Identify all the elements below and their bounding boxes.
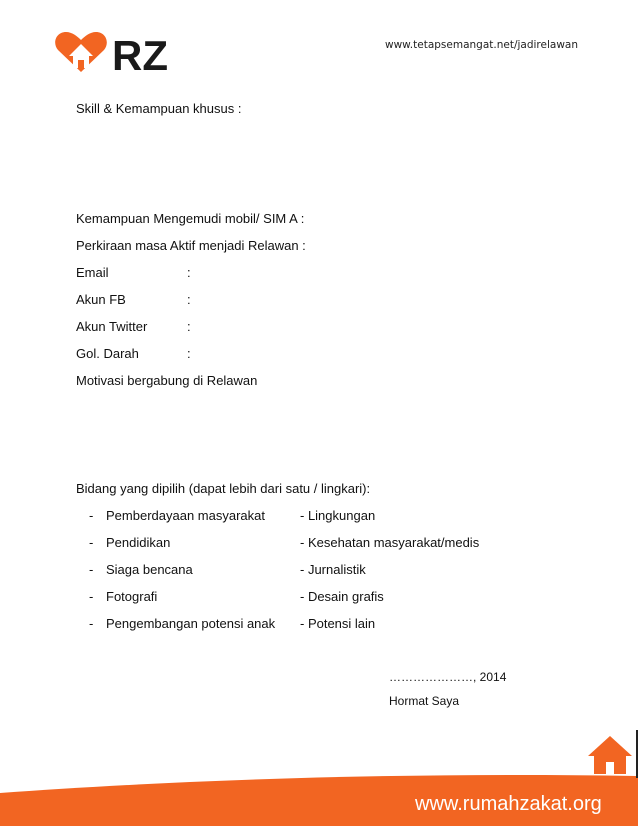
list-bullet: -	[89, 535, 94, 550]
option-disaster: Siaga bencana	[106, 562, 193, 577]
option-photography: Fotografi	[106, 589, 158, 604]
driving-label: Kemampuan Mengemudi mobil/ SIM A :	[76, 211, 305, 226]
list-bullet: -	[89, 616, 94, 631]
skill-label: Skill & Kemampuan khusus :	[76, 101, 242, 116]
option-graphic-design: - Desain grafis	[300, 589, 384, 604]
header-url: www.tetapsemangat.net/jadirelawan	[385, 39, 579, 51]
fields-title: Bidang yang dipilih (dapat lebih dari satu / lingkari):	[76, 481, 371, 496]
active-period-label: Perkiraan masa Aktif menjadi Relawan :	[76, 238, 306, 253]
blood-type-colon: :	[187, 346, 191, 361]
fb-colon: :	[187, 292, 191, 307]
closing-text: Hormat Saya	[389, 694, 460, 708]
list-bullet: -	[89, 589, 94, 604]
footer-url: www.rumahzakat.org	[415, 793, 602, 815]
list-bullet: -	[89, 508, 94, 523]
fb-label: Akun FB	[76, 292, 126, 307]
twitter-colon: :	[187, 319, 191, 334]
house-icon	[588, 736, 632, 774]
logo-text: RZ	[112, 32, 168, 74]
option-child-development: Pengembangan potensi anak	[106, 616, 276, 631]
heart-house-icon	[55, 32, 107, 72]
motivation-label: Motivasi bergabung di Relawan	[76, 373, 258, 388]
list-bullet: -	[89, 562, 94, 577]
option-environment: - Lingkungan	[300, 508, 376, 523]
blood-type-label: Gol. Darah	[76, 346, 139, 361]
option-journalism: - Jurnalistik	[300, 562, 366, 577]
rz-logo	[54, 30, 174, 74]
email-colon: :	[187, 265, 191, 280]
option-health: - Kesehatan masyarakat/medis	[300, 535, 480, 550]
option-other-potential: - Potensi lain	[300, 616, 376, 631]
option-education: Pendidikan	[106, 535, 171, 550]
option-empowerment: Pemberdayaan masyarakat	[106, 508, 265, 523]
email-label: Email	[76, 265, 109, 280]
date-line: …………………, 2014	[389, 670, 507, 684]
twitter-label: Akun Twitter	[76, 319, 148, 334]
